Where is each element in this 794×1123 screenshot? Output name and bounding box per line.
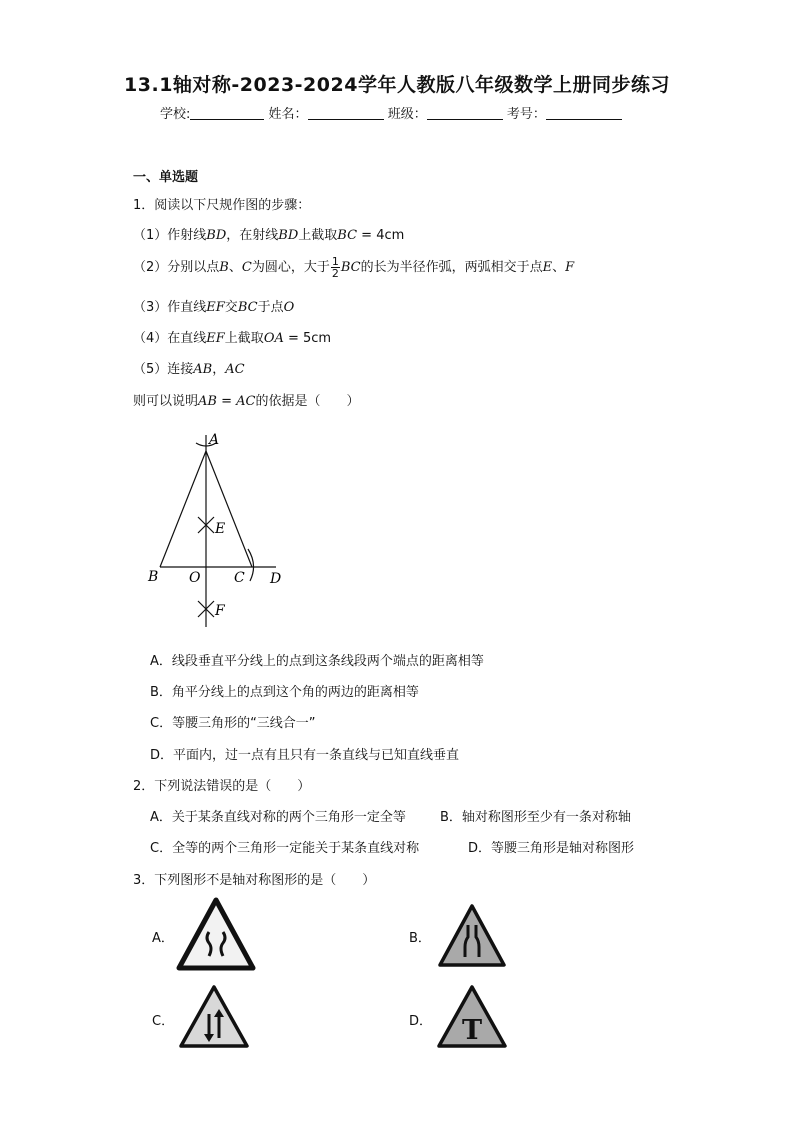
q1-step-3: （3）作直线EF交BC于点O (133, 300, 295, 315)
q1-option-a[interactable]: A．线段垂直平分线上的点到这条线段两个端点的距离相等 (150, 654, 484, 669)
segment-ac (206, 451, 252, 567)
q1-option-b[interactable]: B．角平分线上的点到这个角的两边的距离相等 (150, 685, 419, 700)
t-junction-sign-icon[interactable] (436, 984, 508, 1050)
one-half-fraction: $\frac{1}{2}$ (331, 255, 339, 280)
q1-stem: 1．阅读以下尺规作图的步骤： (133, 198, 311, 213)
q2-option-d[interactable]: D．等腰三角形是轴对称图形 (468, 841, 635, 856)
q1-option-d[interactable]: D．平面内，过一点有且只有一条直线与已知直线垂直 (150, 748, 460, 763)
exam-no-label: 考号： (506, 107, 546, 122)
q1-option-c[interactable]: C．等腰三角形的“三线合一” (150, 716, 316, 731)
q1-step-4: （4）在直线EF上截取OA = 5cm (133, 331, 332, 346)
q3-option-c-label[interactable]: C． (152, 1014, 175, 1029)
q2-option-c[interactable]: C．全等的两个三角形一定能关于某条直线对称 (150, 841, 420, 856)
q1-question: 则可以说明AB = AC的依据是（ ） (133, 394, 360, 409)
label-f: F (215, 603, 225, 619)
school-label: 学校: (160, 107, 191, 122)
label-a: A (209, 432, 220, 448)
road-narrows-sign-icon[interactable] (176, 896, 256, 972)
name-label: 姓名： (268, 107, 308, 122)
label-d: D (270, 571, 282, 587)
label-b: B (148, 569, 159, 585)
q1-step-1: （1）作射线BD，在射线BD上截取BC = 4cm (133, 228, 405, 243)
q2-option-b[interactable]: B．轴对称图形至少有一条对称轴 (440, 810, 631, 825)
label-o: O (189, 570, 201, 586)
exam-no-blank (546, 105, 622, 120)
road-narrows-both-sides-sign-icon[interactable] (437, 903, 507, 969)
q1-step-5: （5）连接AB，AC (133, 362, 245, 377)
q3-stem: 3．下列图形不是轴对称图形的是（ ） (133, 873, 376, 888)
student-info-line (160, 103, 622, 122)
q3-option-b-label[interactable]: B． (409, 931, 431, 946)
label-c: C (234, 570, 245, 586)
label-e: E (215, 521, 226, 537)
segment-ab (160, 451, 206, 567)
two-way-traffic-sign-icon[interactable] (178, 984, 250, 1050)
page-title: 13.1轴对称-2023-2024学年人教版八年级数学上册同步练习 (124, 74, 670, 96)
triangle-construction-figure (140, 425, 300, 635)
class-label: 班级： (387, 107, 427, 122)
name-blank (308, 105, 384, 120)
q3-option-d-label[interactable]: D． (409, 1014, 433, 1029)
q3-option-a-label[interactable]: A． (152, 931, 174, 946)
q1-step-2: （2）分别以点B、C为圆心，大于 $\frac{1}{2}$ BC的长为半径作弧，两弧相交于点E、F (133, 255, 575, 280)
q2-stem: 2．下列说法错误的是（ ） (133, 779, 311, 794)
section-heading: 一、单选题 (133, 170, 199, 185)
class-blank (427, 105, 503, 120)
sign-d-letter: T (461, 1015, 483, 1046)
q2-option-a[interactable]: A．关于某条直线对称的两个三角形一定全等 (150, 810, 406, 825)
school-blank (190, 105, 264, 120)
